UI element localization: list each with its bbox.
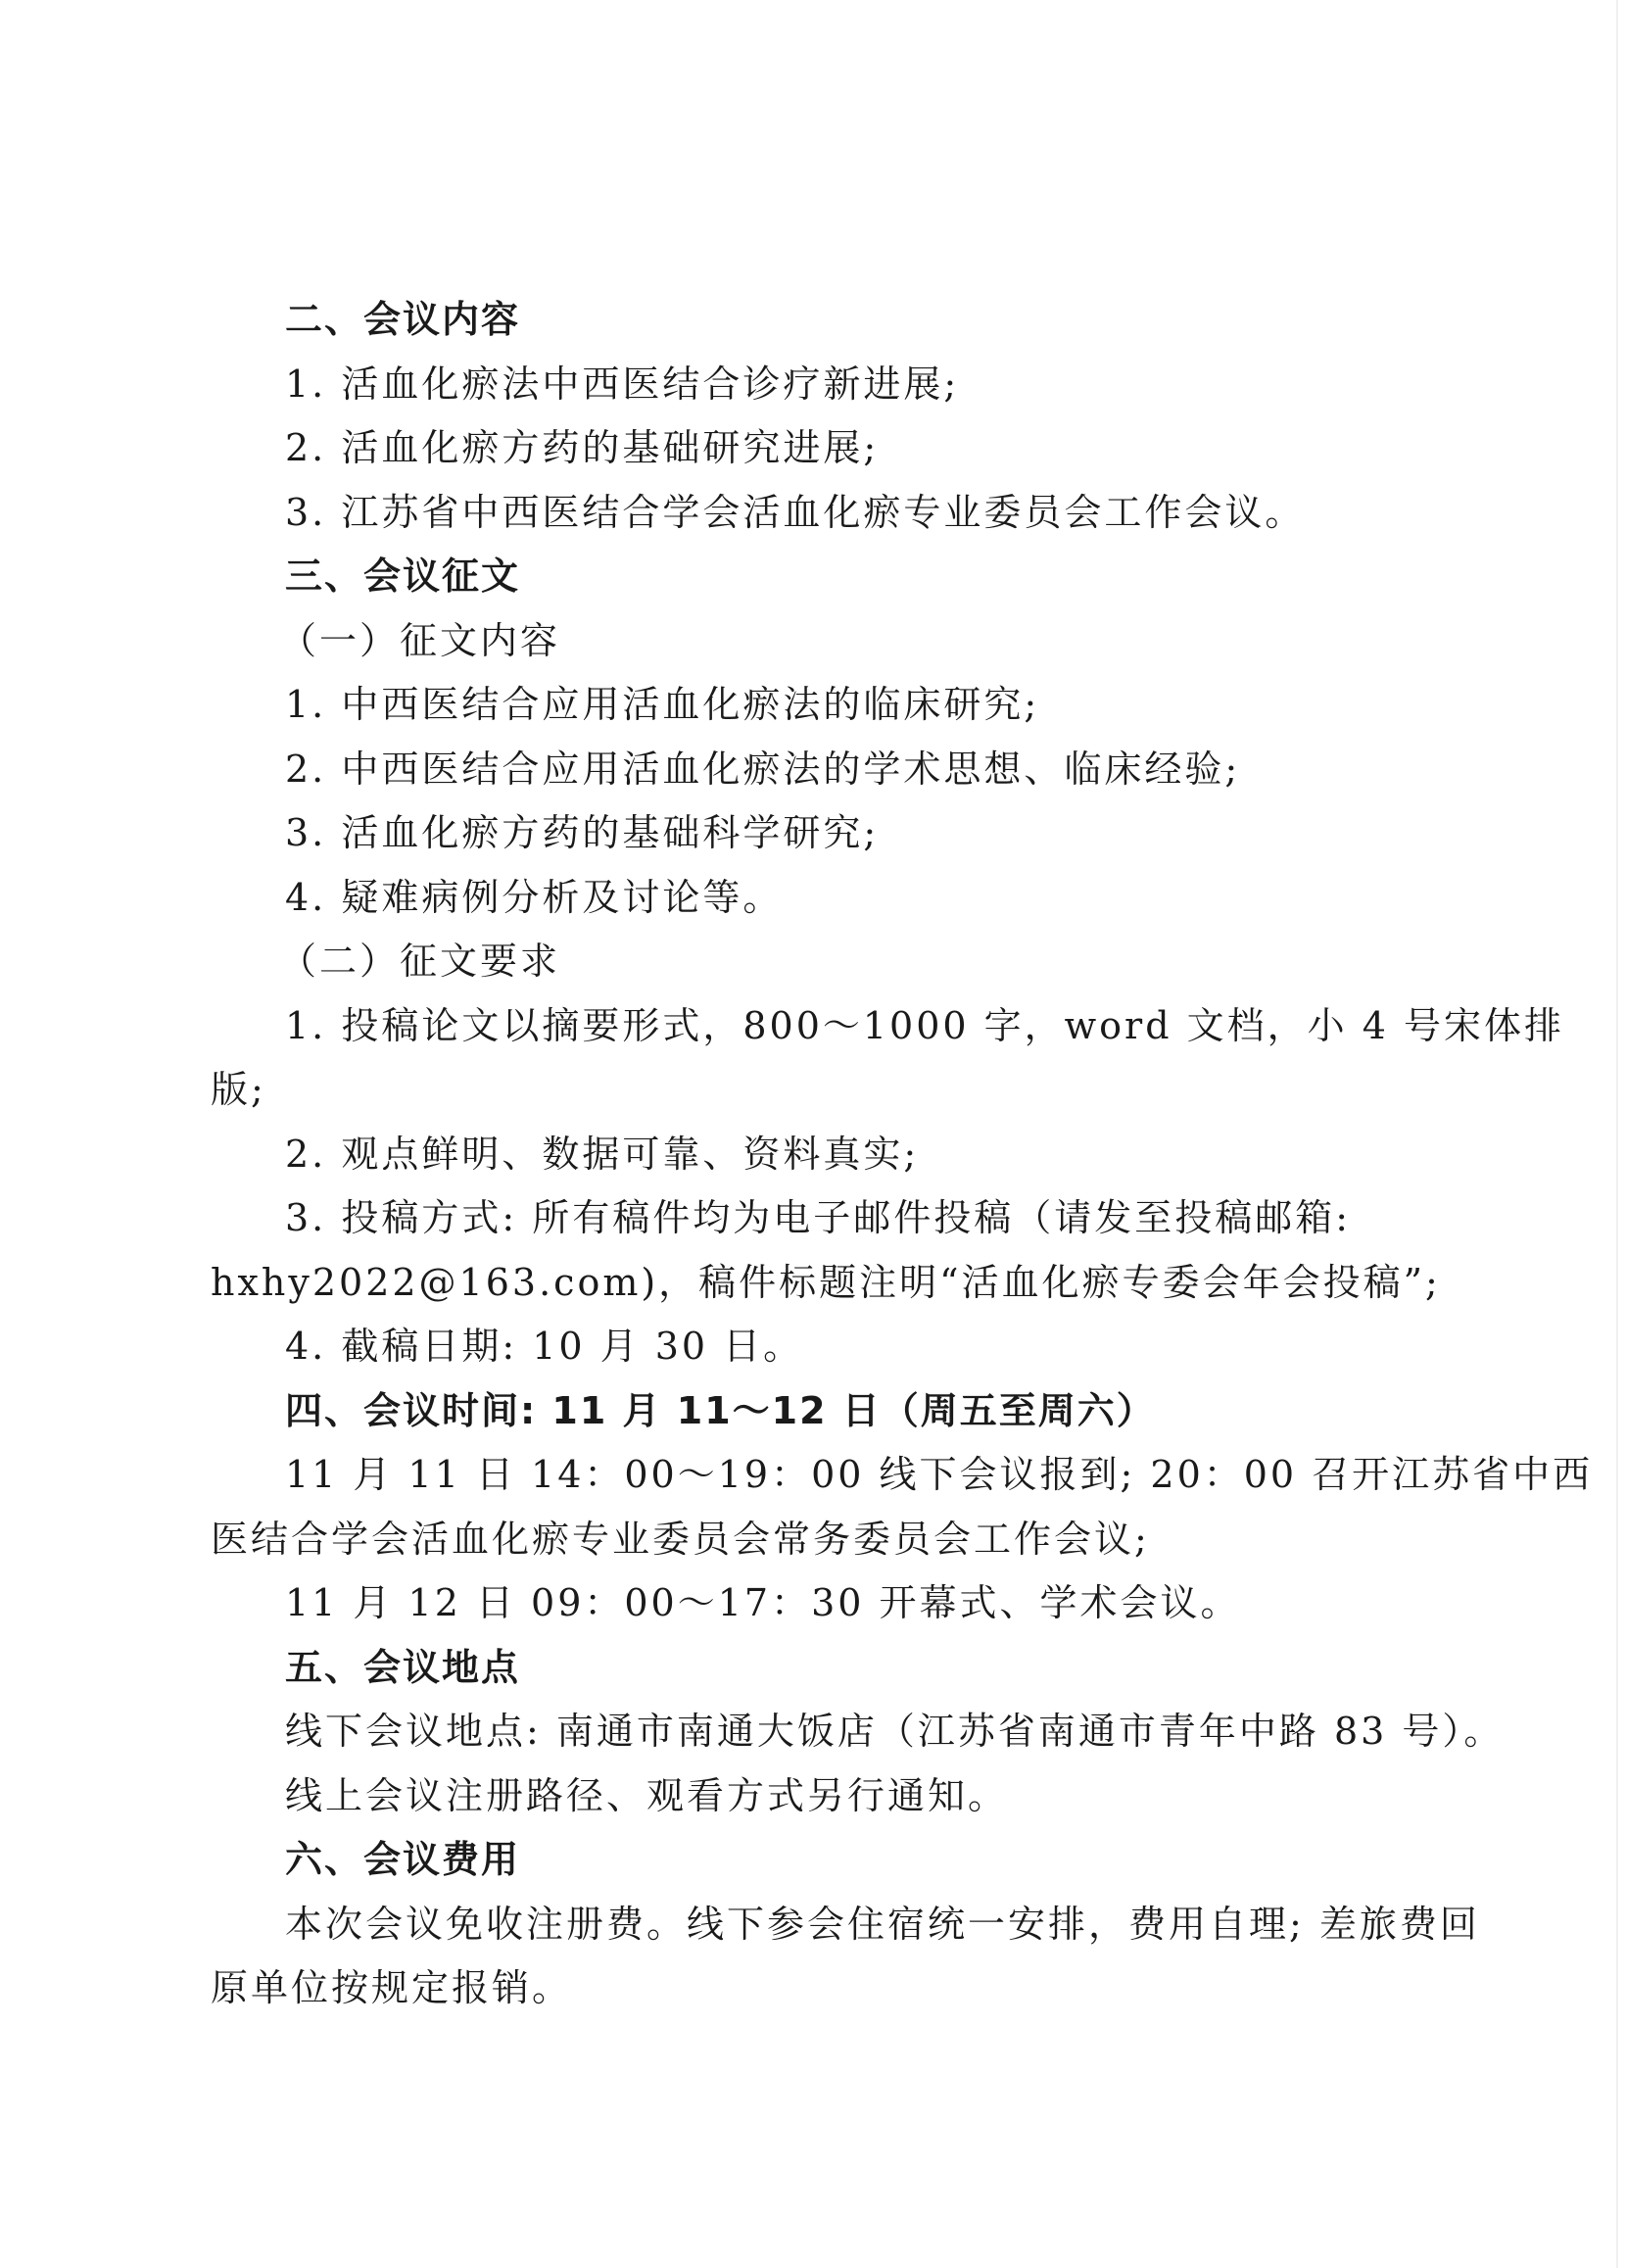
paragraph-line: 11 月 11 日 14：00～19：00 线下会议报到; 20：00 召开江苏省中西 xyxy=(285,1453,1594,1496)
list-item: 1. 中西医结合应用活血化瘀法的临床研究; xyxy=(285,683,1040,726)
list-item: 1. 投稿论文以摘要形式，800～1000 字，word 文档，小 4 号宋体排 xyxy=(285,1003,1564,1047)
paragraph-line: 医结合学会活血化瘀专业委员会常务委员会工作会议; xyxy=(211,1517,1150,1561)
list-item: 2. 观点鲜明、数据可靠、资料真实; xyxy=(285,1132,920,1176)
paragraph-line: 11 月 12 日 09：00～17：30 开幕式、学术会议。 xyxy=(285,1581,1241,1624)
paragraph-line: 原单位按规定报销。 xyxy=(211,1966,573,2009)
section-heading-papers: 三、会议征文 xyxy=(285,555,521,598)
subsection-heading-paper-requirements: （二）征文要求 xyxy=(279,940,561,983)
document-body xyxy=(211,288,1594,2021)
list-item: 3. 投稿方式: 所有稿件均为电子邮件投稿（请发至投稿邮箱: xyxy=(285,1196,1352,1239)
list-item: 4. 疑难病例分析及讨论等。 xyxy=(285,875,784,919)
list-item: 1. 活血化瘀法中西医结合诊疗新进展; xyxy=(285,362,960,406)
page-edge-shadow xyxy=(1616,0,1618,2268)
paragraph-line: 线下会议地点: 南通市南通大饭店（江苏省南通市青年中路 83 号）。 xyxy=(285,1710,1505,1753)
subsection-heading-paper-content: （一）征文内容 xyxy=(279,618,561,662)
list-item: 2. 中西医结合应用活血化瘀法的学术思想、临床经验; xyxy=(285,747,1241,791)
list-item: 2. 活血化瘀方药的基础研究进展; xyxy=(285,426,880,469)
section-heading-fees: 六、会议费用 xyxy=(285,1838,521,1881)
paragraph-line: 线上会议注册路径、观看方式另行通知。 xyxy=(285,1773,1009,1817)
list-item: 4. 截稿日期: 10 月 30 日。 xyxy=(285,1325,804,1368)
section-heading-venue: 五、会议地点 xyxy=(285,1645,521,1689)
section-heading-content: 二、会议内容 xyxy=(285,298,521,341)
paragraph-line: 本次会议免收注册费。线下参会住宿统一安排，费用自理; 差旅费回 xyxy=(285,1902,1480,1946)
list-item-continuation: 版; xyxy=(211,1068,266,1111)
list-item-continuation: hxhy2022@163.com)，稿件标题注明“活血化瘀专委会年会投稿”; xyxy=(211,1260,1441,1304)
list-item: 3. 活血化瘀方药的基础科学研究; xyxy=(285,811,880,854)
section-heading-time: 四、会议时间: 11 月 11～12 日（周五至周六） xyxy=(285,1388,1156,1432)
list-item: 3. 江苏省中西医结合学会活血化瘀专业委员会工作会议。 xyxy=(285,490,1306,534)
